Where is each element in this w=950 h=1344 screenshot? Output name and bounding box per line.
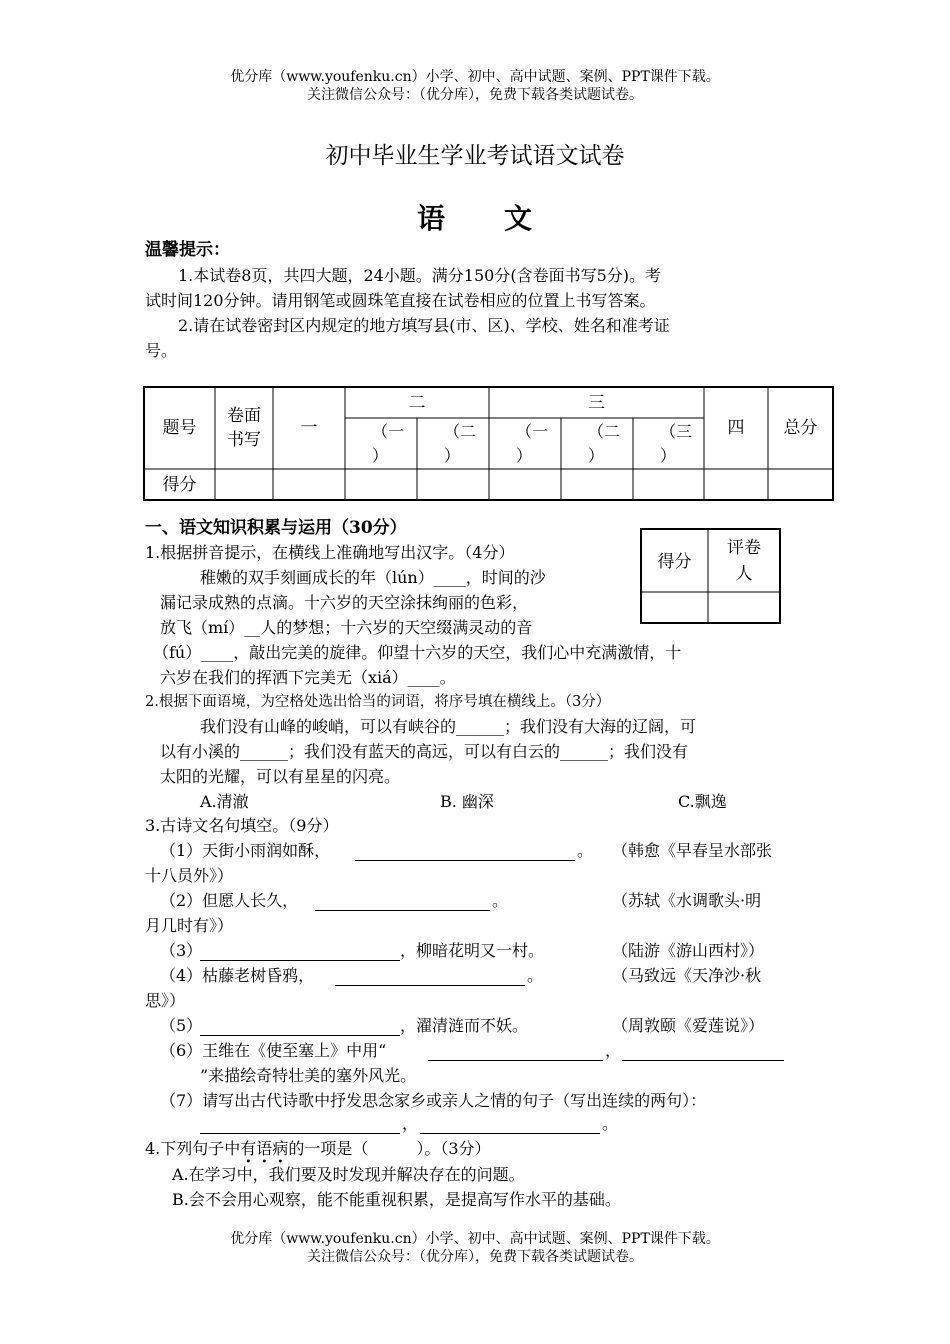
q3-item4-source-cont: 思》） bbox=[145, 991, 186, 1010]
header-line-1: 优分库（www.youfenku.cn）小学、初中、高中试题、案例、PPT课件下载。 bbox=[230, 69, 720, 85]
q2-line3: 太阳的光耀，可以有星星的闪亮。 bbox=[160, 767, 401, 786]
q4-stem-emphasis-2: 语 bbox=[256, 1139, 273, 1158]
table-two-sub2-b: ） bbox=[444, 446, 461, 465]
table-three-sub2-b: ） bbox=[588, 446, 605, 465]
tips-item2-b: 号。 bbox=[145, 341, 178, 360]
q3-item2-source-cont: 月几时有》） bbox=[145, 916, 234, 935]
grader-score-label: 得分 bbox=[657, 552, 692, 572]
q4-stem-b: 的一项是（ ）。（3分） bbox=[288, 1139, 491, 1158]
q3-item2-blank[interactable] bbox=[315, 910, 490, 911]
q4-option-b: B.会不会用心观察，能不能重视积累，是提高写作水平的基础。 bbox=[172, 1190, 621, 1209]
q3-item2-end: 。 bbox=[492, 891, 509, 910]
q3-item4-source: （马致远《天净沙·秋 bbox=[612, 966, 762, 985]
q4-stem bbox=[145, 1137, 491, 1161]
table-label-write-a: 卷面 bbox=[227, 406, 261, 426]
q4-stem-emphasis-1: 有 bbox=[240, 1139, 257, 1158]
q3-item6-blank-1[interactable] bbox=[428, 1060, 603, 1061]
q3-item1-source-cont: 十八员外》） bbox=[145, 866, 234, 885]
q4-stem-a: 4.下列句子中 bbox=[145, 1139, 241, 1158]
table-three-sub1-b: ） bbox=[516, 446, 533, 465]
q3-item3-blank[interactable] bbox=[200, 960, 400, 961]
q3-item7-blank-2[interactable] bbox=[420, 1133, 600, 1134]
footer-line-2: 关注微信公众号：（优分库），免费下载各类试题试卷。 bbox=[307, 1249, 643, 1265]
q1-line5: 六岁在我们的挥洒下完美无（xiá）____。 bbox=[160, 668, 456, 687]
q3-item2-source: （苏轼《水调歌头·明 bbox=[612, 891, 762, 910]
table-col-two: 二 bbox=[408, 393, 426, 413]
q1-stem: 1.根据拼音提示，在横线上准确地写出汉字。（4分） bbox=[145, 543, 515, 562]
q3-item7: （7）请写出古代诗歌中抒发思念家乡或亲人之情的句子（写出连续的两句）： bbox=[160, 1091, 707, 1110]
table-col-three: 三 bbox=[588, 393, 605, 413]
q3-item4-blank[interactable] bbox=[335, 985, 525, 986]
tips-item1-b: 试时间120分钟。请用钢笔或圆珠笔直接在试卷相应的位置上书写答案。 bbox=[145, 291, 656, 310]
table-three-sub2-a: （二 bbox=[588, 422, 621, 441]
q3-item1: （1）天街小雨润如酥， bbox=[160, 841, 331, 860]
grader-label-a: 评卷 bbox=[727, 538, 761, 558]
q3-item4: （4）枯藤老树昏鸦， bbox=[160, 966, 315, 985]
table-two-sub1-b: ） bbox=[372, 446, 389, 465]
header-line-2: 关注微信公众号：（优分库），免费下载各类试题试卷。 bbox=[307, 87, 643, 103]
tips-item2-a: 2.请在试卷密封区内规定的地方填写县(市、区)、学校、姓名和准考证 bbox=[178, 316, 670, 335]
grader-label-b: 人 bbox=[735, 564, 753, 584]
q1-line3: 放飞（mí）__人的梦想；十六岁的天空缀满灵动的音 bbox=[160, 618, 533, 637]
q1-line4: （fú）____，敲出完美的旋律。仰望十六岁的天空，我们心中充满激情，十 bbox=[153, 643, 682, 662]
q3-item5-end: ，濯清涟而不妖。 bbox=[400, 1016, 529, 1035]
table-label-number: 题号 bbox=[162, 418, 197, 438]
q3-item2: （2）但愿人长久， bbox=[160, 891, 299, 910]
table-col-one: 一 bbox=[300, 418, 318, 438]
table-two-sub2-a: （二 bbox=[444, 422, 477, 441]
q2-option-b: B. 幽深 bbox=[440, 792, 494, 811]
q4-stem-emphasis-3: 病 bbox=[272, 1139, 289, 1158]
q3-item3-source: （陆游《游山西村》） bbox=[612, 941, 765, 960]
q3-item5-blank[interactable] bbox=[200, 1035, 400, 1036]
q3-item3: （3） bbox=[160, 941, 203, 960]
q3-item5-source: （周敦颐《爱莲说》） bbox=[612, 1016, 765, 1035]
exam-title: 初中毕业生学业考试语文试卷 bbox=[325, 143, 625, 169]
q3-item4-end: 。 bbox=[527, 966, 544, 985]
table-three-sub3-b: ） bbox=[660, 446, 677, 465]
q2-option-c: C.飘逸 bbox=[678, 792, 727, 811]
q3-item6: （6）王维在《使至塞上》中用“ bbox=[160, 1041, 387, 1060]
table-label-write-b: 书写 bbox=[227, 430, 261, 450]
table-row-score-label: 得分 bbox=[162, 475, 197, 495]
q1-line1: 稚嫩的双手刻画成长的年（lún）____，时间的沙 bbox=[200, 568, 546, 587]
tips-heading: 温馨提示： bbox=[145, 240, 230, 260]
table-col-four: 四 bbox=[727, 418, 745, 438]
q3-item5: （5） bbox=[160, 1016, 203, 1035]
q3-item7-blank-1[interactable] bbox=[200, 1133, 400, 1134]
q3-item1-blank[interactable] bbox=[355, 860, 575, 861]
q3-item6-blank-2[interactable] bbox=[622, 1060, 784, 1061]
q3-item7-mid: ， bbox=[402, 1114, 419, 1133]
q3-stem: 3.古诗文名句填空。（9分） bbox=[145, 816, 339, 835]
table-col-total: 总分 bbox=[783, 418, 818, 438]
q4-option-a: A.在学习中，我们要及时发现并解决存在的问题。 bbox=[172, 1165, 525, 1184]
q3-item1-source: （韩愈《早春呈水部张 bbox=[612, 841, 773, 860]
table-two-sub1-a: （一 bbox=[372, 422, 405, 441]
q1-line2: 漏记录成熟的点滴。十六岁的天空涂抹绚丽的色彩， bbox=[160, 593, 529, 612]
footer-line-1: 优分库（www.youfenku.cn）小学、初中、高中试题、案例、PPT课件下载。 bbox=[230, 1231, 720, 1247]
q3-item7-end: 。 bbox=[602, 1114, 619, 1133]
section1-heading: 一、语文知识积累与运用（30分） bbox=[145, 518, 407, 538]
q3-item6-mid: ， bbox=[605, 1041, 622, 1060]
q3-item1-end: 。 bbox=[577, 841, 594, 860]
table-three-sub1-a: （一 bbox=[516, 422, 549, 441]
q3-item3-end: ，柳暗花明又一村。 bbox=[400, 941, 545, 960]
q2-line2: 以有小溪的______；我们没有蓝天的高远，可以有白云的______；我们没有 bbox=[160, 742, 689, 761]
tips-item1-a: 1.本试卷8页，共四大题，24小题。满分150分(含卷面书写5分)。考 bbox=[178, 266, 662, 285]
subject-title: 语 文 bbox=[416, 202, 533, 235]
table-three-sub3-a: （三 bbox=[660, 422, 693, 441]
q2-line1: 我们没有山峰的峻峭，可以有峡谷的______；我们没有大海的辽阔，可 bbox=[200, 717, 697, 736]
q3-item6-end: ”来描绘奇特壮美的塞外风光。 bbox=[200, 1066, 417, 1085]
q2-stem: 2.根据下面语境，为空格处选出恰当的词语，将序号填在横线上。（3分） bbox=[145, 694, 611, 710]
q2-option-a: A.清澈 bbox=[200, 792, 249, 811]
